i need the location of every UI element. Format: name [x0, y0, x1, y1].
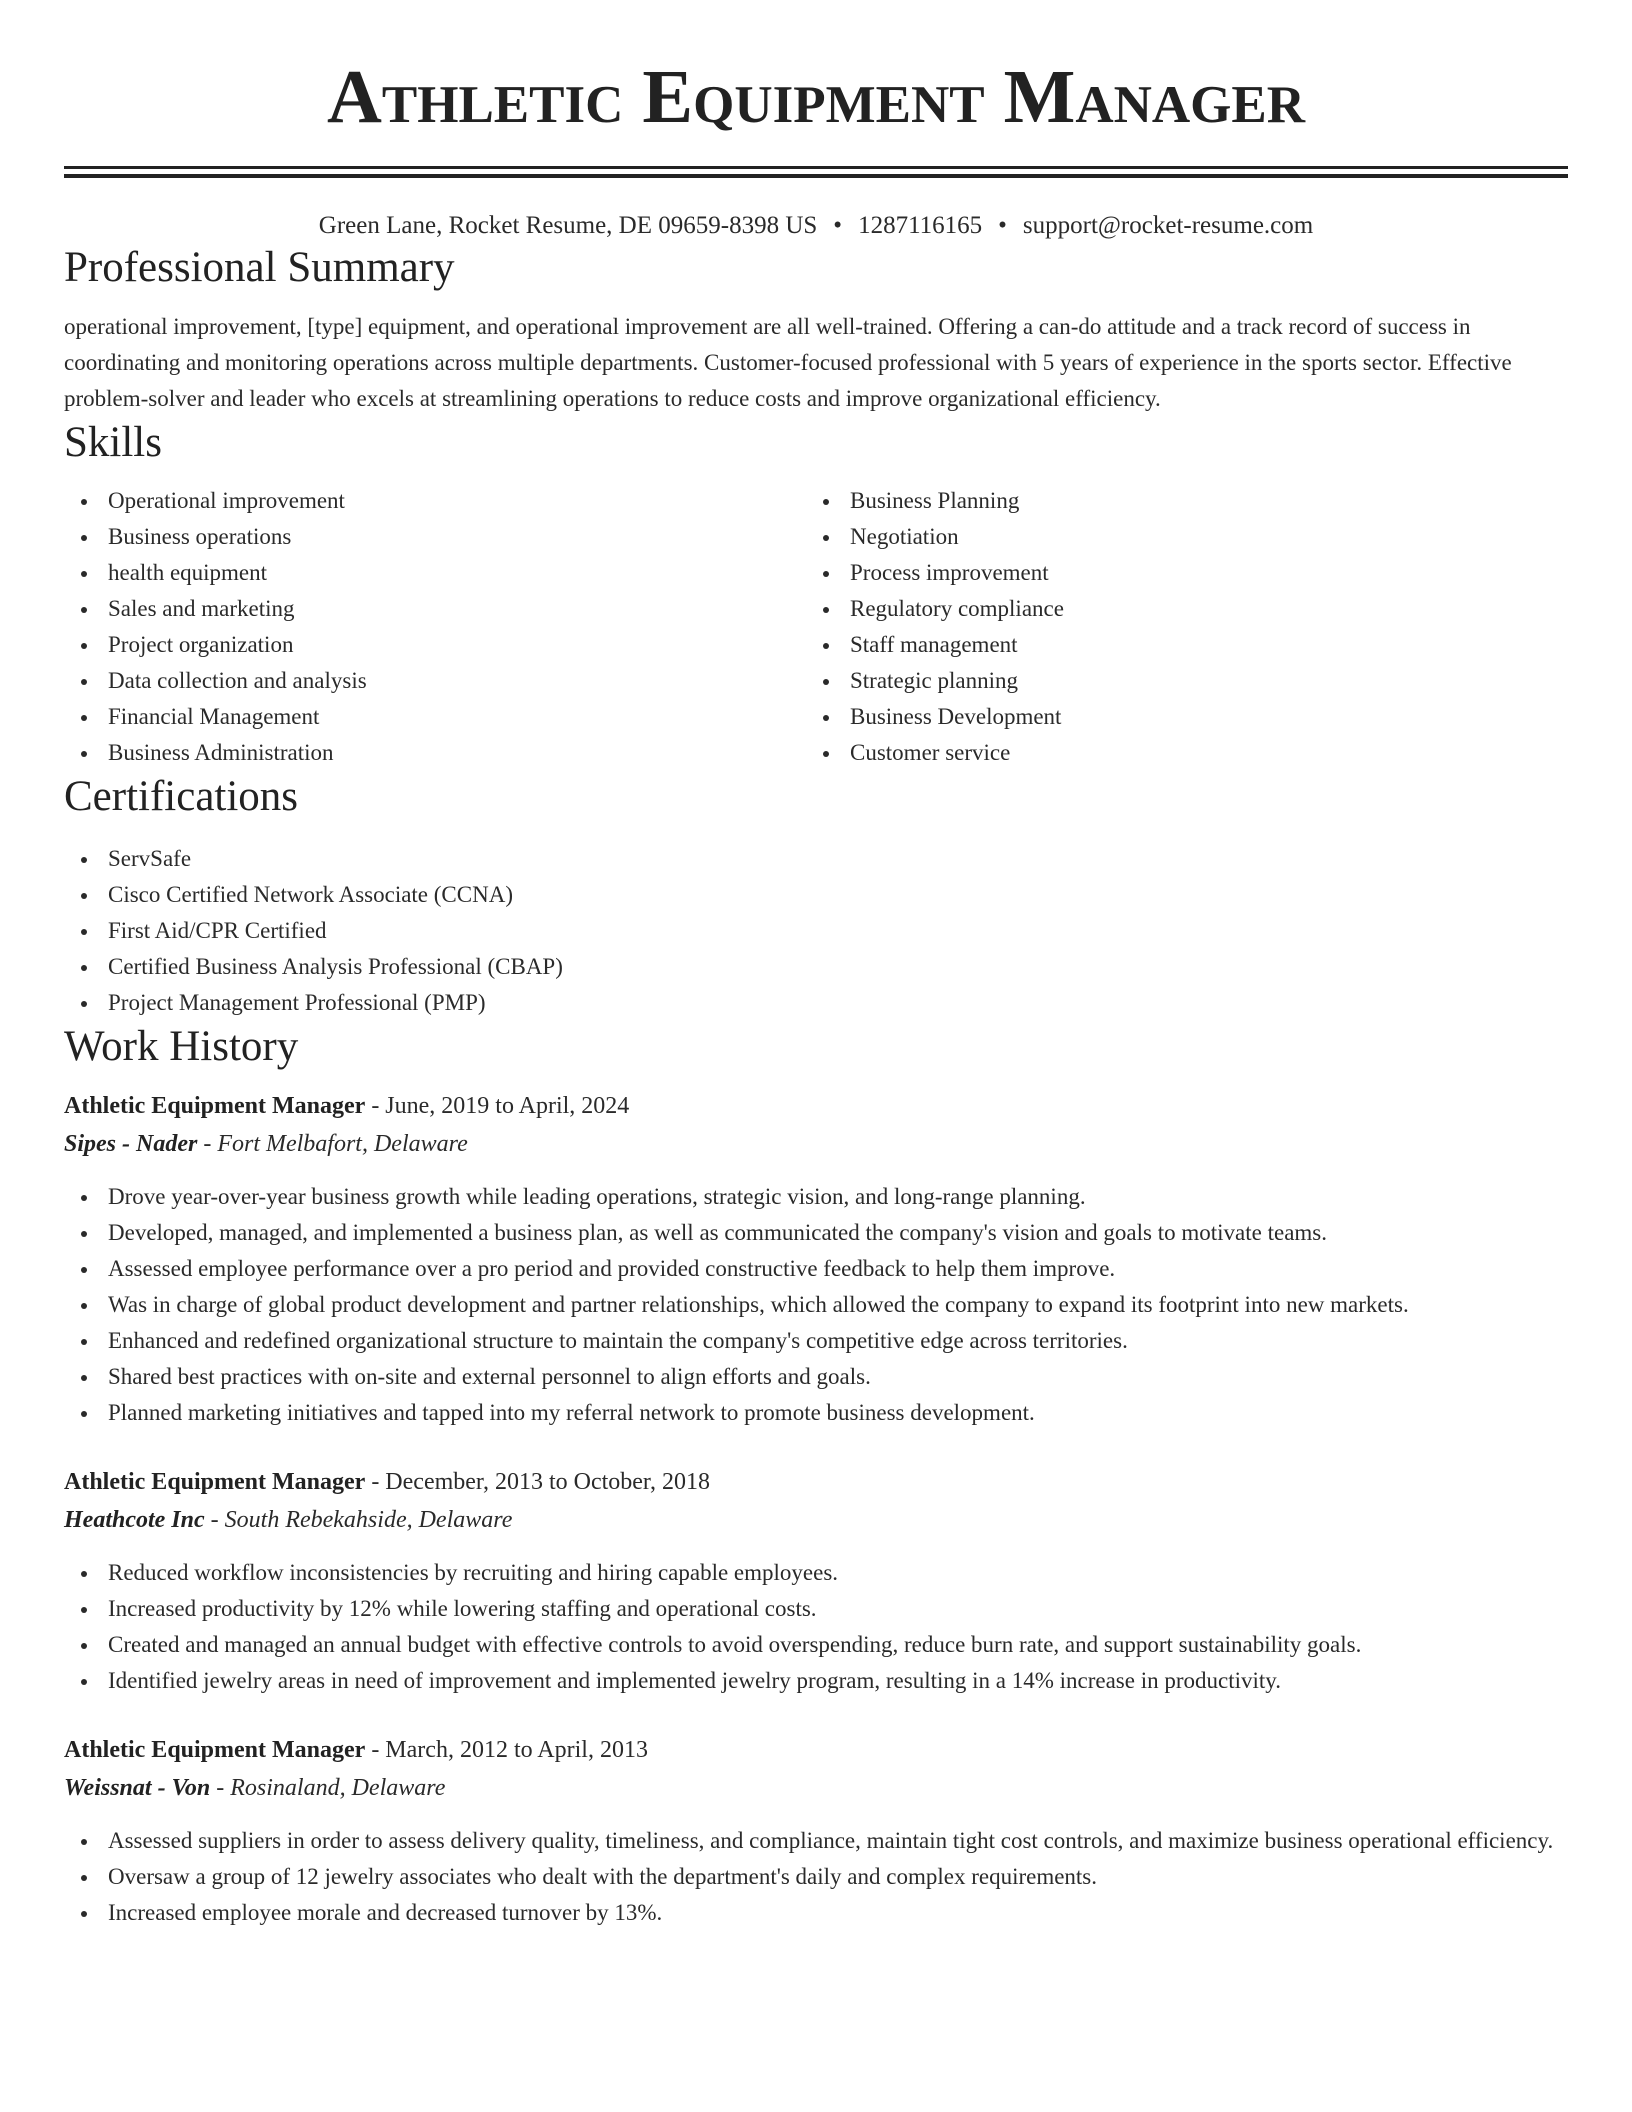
- job-employer: [64, 1125, 1568, 1163]
- job-title: Athletic Equipment Manager: [64, 1737, 366, 1763]
- job-bullet: Identified jewelry areas in need of improvement and implemented jewelry program, resulting in a 14% increase in productivity.: [64, 1663, 1568, 1699]
- job-bullet: Drove year-over-year business growth while leading operations, strategic vision, and long-range planning.: [64, 1179, 1568, 1215]
- job-bullet: Reduced workflow inconsistencies by recruiting and hiring capable employees.: [64, 1555, 1568, 1591]
- contact-address: Green Lane, Rocket Resume, DE 09659-8398 US: [318, 212, 818, 239]
- job-entry: [64, 1463, 1568, 1699]
- job-bullet: Planned marketing initiatives and tapped into my referral network to promote business development.: [64, 1395, 1568, 1431]
- skills-list-left: [64, 483, 806, 771]
- job-bullet: Was in charge of global product development and partner relationships, which allowed the company to expand its footprint into new markets.: [64, 1287, 1568, 1323]
- summary-heading: Professional Summary: [64, 244, 455, 291]
- job-bullet: Assessed suppliers in order to assess delivery quality, timeliness, and compliance, maintain tight cost controls, and maximize business operational efficiency.: [64, 1823, 1568, 1859]
- job-dates: - December, 2013 to October, 2018: [365, 1469, 710, 1495]
- contact-separator: •: [833, 212, 843, 239]
- skills-heading: Skills: [64, 419, 162, 466]
- job-employer: [64, 1501, 1568, 1539]
- job-location: - Fort Melbafort, Delaware: [197, 1131, 468, 1157]
- skill-item: Process improvement: [806, 555, 1548, 591]
- job-heading: [64, 1731, 1568, 1769]
- job-bullet-list: [64, 1179, 1568, 1431]
- job-heading: [64, 1087, 1568, 1125]
- job-employer: [64, 1769, 1568, 1807]
- skill-item: Staff management: [806, 627, 1548, 663]
- skill-item: Operational improvement: [64, 483, 806, 519]
- certification-item: Project Management Professional (PMP): [64, 985, 1568, 1021]
- certifications-list: [64, 841, 1568, 1021]
- job-entry: [64, 1731, 1568, 1931]
- job-bullet: Oversaw a group of 12 jewelry associates who dealt with the department's daily and complex requirements.: [64, 1859, 1568, 1895]
- job-heading: [64, 1463, 1568, 1501]
- certification-item: Cisco Certified Network Associate (CCNA): [64, 877, 1568, 913]
- job-company: Sipes - Nader: [64, 1131, 198, 1157]
- job-dates: - March, 2012 to April, 2013: [365, 1737, 648, 1763]
- job-bullet: Increased productivity by 12% while lowering staffing and operational costs.: [64, 1591, 1568, 1627]
- skill-item: Business Administration: [64, 735, 806, 771]
- job-dates: - June, 2019 to April, 2024: [365, 1093, 630, 1119]
- contact-phone: 1287116165: [858, 212, 983, 239]
- certifications-heading: Certifications: [64, 773, 299, 820]
- contact-separator: •: [998, 212, 1007, 239]
- job-bullet: Created and managed an annual budget with effective controls to avoid overspending, reduce burn rate, and support sustainability goals.: [64, 1627, 1568, 1663]
- job-bullet: Enhanced and redefined organizational structure to maintain the company's competitive edge across territories.: [64, 1323, 1568, 1359]
- certification-item: ServSafe: [64, 841, 1568, 877]
- job-title: Athletic Equipment Manager: [64, 1093, 366, 1119]
- job-bullet: Shared best practices with on-site and external personnel to align efforts and goals.: [64, 1359, 1568, 1395]
- contact-email[interactable]: support@rocket-resume.com: [1022, 212, 1314, 239]
- title-divider-bottom: [64, 174, 1568, 178]
- skills-columns: [64, 483, 1568, 771]
- summary-text: operational improvement, [type] equipment, and operational improvement are all well-trained. Offering a can-do attitude and a track record of success in coordinating and monitoring operations across multiple departments. Customer-focused professional with 5 years of experience in the sports sector. Effective problem-solver and leader who excels at streamlining operations to reduce costs and improve organizational efficiency.: [64, 314, 1512, 411]
- skills-list-right: [806, 483, 1548, 771]
- job-company: Heathcote Inc: [64, 1507, 205, 1533]
- job-bullet-list: [64, 1555, 1568, 1699]
- job-bullet-list: [64, 1823, 1568, 1931]
- job-bullet: Increased employee morale and decreased turnover by 13%.: [64, 1895, 1568, 1931]
- skill-item: Sales and marketing: [64, 591, 806, 627]
- certification-item: Certified Business Analysis Professional (CBAP): [64, 949, 1568, 985]
- skill-item: Business operations: [64, 519, 806, 555]
- job-title: Athletic Equipment Manager: [64, 1469, 366, 1495]
- skill-item: Data collection and analysis: [64, 663, 806, 699]
- job-entry: [64, 1087, 1568, 1431]
- job-bullet: Developed, managed, and implemented a business plan, as well as communicated the company's vision and goals to motivate teams.: [64, 1215, 1568, 1251]
- work-history-heading: Work History: [64, 1023, 299, 1070]
- skill-item: Business Planning: [806, 483, 1548, 519]
- skill-item: Financial Management: [64, 699, 806, 735]
- job-company: Weissnat - Von: [64, 1775, 211, 1801]
- title-divider-top: [64, 166, 1568, 169]
- skill-item: Customer service: [806, 735, 1548, 771]
- resume-page: [64, 0, 1568, 1931]
- job-bullet: Assessed employee performance over a pro period and provided constructive feedback to help them improve.: [64, 1251, 1568, 1287]
- resume-title: Athletic Equipment Manager: [326, 55, 1305, 139]
- skill-item: Strategic planning: [806, 663, 1548, 699]
- contact-line: [64, 210, 1568, 242]
- skill-item: Regulatory compliance: [806, 591, 1548, 627]
- job-location: - South Rebekahside, Delaware: [204, 1507, 513, 1533]
- skill-item: health equipment: [64, 555, 806, 591]
- skill-item: Project organization: [64, 627, 806, 663]
- job-location: - Rosinaland, Delaware: [210, 1775, 446, 1801]
- skill-item: Negotiation: [806, 519, 1548, 555]
- certification-item: First Aid/CPR Certified: [64, 913, 1568, 949]
- skill-item: Business Development: [806, 699, 1548, 735]
